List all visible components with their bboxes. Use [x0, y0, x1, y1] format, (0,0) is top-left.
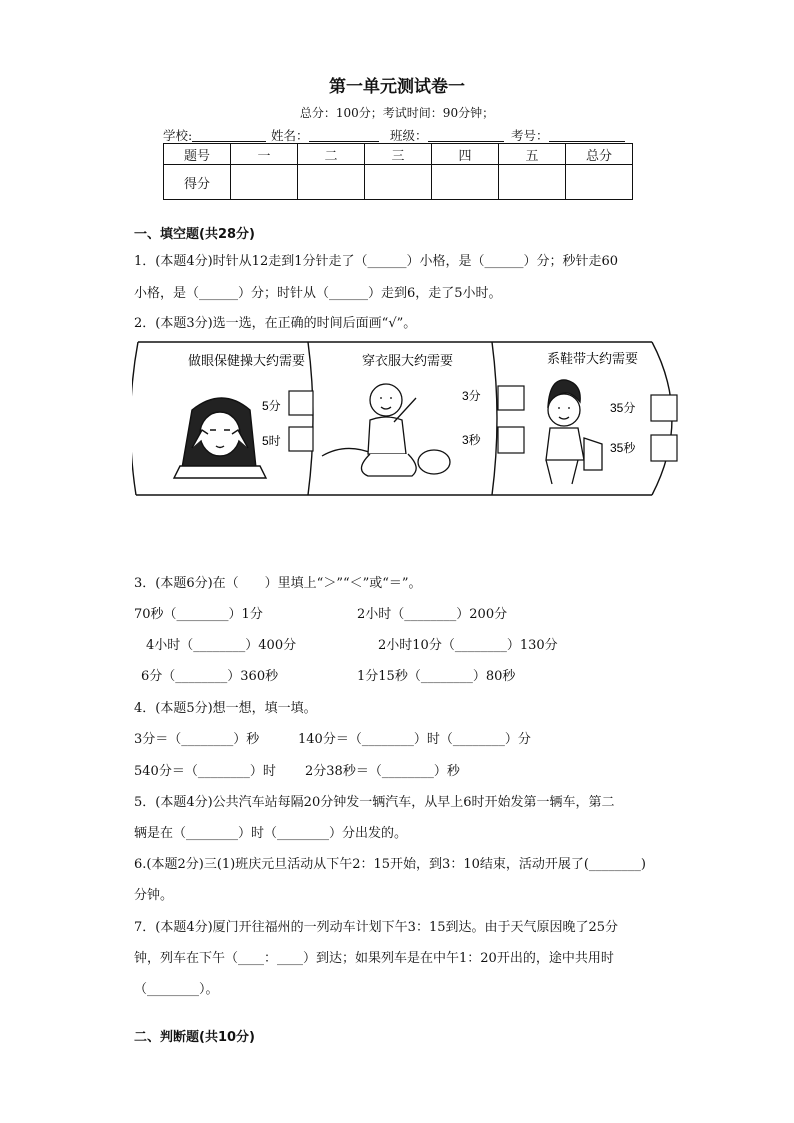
name-label: 姓名： [271, 128, 309, 143]
q2-item-option-1: 5分 [262, 399, 281, 413]
score-cell[interactable] [566, 165, 633, 200]
q2-checkbox[interactable] [651, 435, 677, 461]
q4-row-1-a: 3分＝（________）秒 [134, 732, 260, 747]
tying-shoes-boy-icon [546, 380, 602, 484]
name-blank[interactable] [309, 128, 379, 142]
q4-text: 4．(本题5分)想一想，填一填。 [134, 701, 317, 716]
q2-text: 2．(本题3分)选一选，在正确的时间后面画“√”。 [134, 316, 417, 331]
q1-line-2: 小格，是（______）分；时针从（______）走到6，走了5小时。 [134, 286, 502, 301]
number-blank[interactable] [549, 128, 625, 142]
q2-checkbox[interactable] [498, 427, 524, 453]
number-label: 考号： [511, 128, 549, 143]
exam-meta: 总分：100分；考试时间：90分钟； [299, 106, 495, 120]
q4-row-1-b: 140分＝（________）时（________）分 [298, 732, 531, 747]
score-cell[interactable] [432, 165, 499, 200]
class-label: 班级： [390, 128, 428, 143]
q2-item-option-2: 3秒 [462, 433, 481, 447]
school-label: 学校: [163, 128, 193, 143]
q1-line-1: 1．(本题4分)时针从12走到1分针走了（______）小格，是（______）分；秒针走60 [134, 254, 619, 269]
dressing-boy-icon [322, 384, 450, 476]
class-blank[interactable] [428, 128, 504, 142]
class-field [390, 126, 504, 144]
page-title: 第一单元测试卷一 [329, 77, 465, 97]
q3-row-3-b: 1分15秒（________）80秒 [357, 669, 516, 684]
q3-row-1-b: 2小时（________）200分 [357, 607, 508, 622]
q2-item-option-2: 5时 [262, 434, 281, 448]
q6-line-1: 6.(本题2分)三(1)班庆元旦活动从下午2：15开始，到3：10结束，活动开展了(________) [134, 857, 647, 872]
q7-line-3: （________）。 [134, 982, 219, 997]
section-1-heading: 一、填空题(共28分) [134, 227, 255, 242]
q2-item-option-1: 35分 [610, 401, 636, 415]
score-table-header-cell: 三 [365, 144, 432, 165]
school-blank[interactable] [192, 128, 266, 142]
name-field [271, 126, 379, 144]
q3-text: 3．(本题6分)在（ ）里填上“＞”“＜”或“＝”。 [134, 576, 422, 591]
q6-line-2: 分钟。 [134, 888, 174, 903]
q4-row-2-a: 540分＝（________）时 [134, 764, 276, 779]
score-table-score-row [164, 165, 633, 200]
q4-row-2-b: 2分38秒＝（________）秒 [305, 764, 460, 779]
section-2-heading: 二、判断题(共10分) [134, 1030, 255, 1045]
q7-line-1: 7．(本题4分)厦门开往福州的一列动车计划下午3：15到达。由于天气原因晚了25分 [134, 920, 619, 935]
q2-checkbox[interactable] [498, 386, 524, 410]
score-table-header-cell: 题号 [164, 144, 231, 165]
score-table-header-cell: 五 [499, 144, 566, 165]
q2-checkbox[interactable] [651, 395, 677, 421]
q2-item-caption: 做眼保健操大约需要 [188, 353, 306, 368]
q2-item-caption: 穿衣服大约需要 [362, 353, 454, 368]
q7-line-2: 钟，列车在下午（____：____）到达；如果列车是在中午1：20开出的，途中共用时 [134, 951, 614, 966]
time-choice-illustration [132, 338, 688, 504]
q2-item-option-1: 3分 [462, 389, 481, 403]
q3-row-2-b: 2小时10分（________）130分 [378, 638, 558, 653]
score-cell[interactable] [499, 165, 566, 200]
q5-line-2: 辆是在（________）时（________）分出发的。 [134, 826, 408, 841]
eye-exercise-girl-icon [174, 398, 266, 478]
score-table [163, 143, 633, 200]
score-cell[interactable] [298, 165, 365, 200]
score-table-header-cell: 一 [231, 144, 298, 165]
q3-row-2-a: 4小时（________）400分 [146, 638, 297, 653]
score-table-header-cell: 二 [298, 144, 365, 165]
q3-row-1-a: 70秒（________）1分 [134, 607, 263, 622]
q2-item-caption: 系鞋带大约需要 [547, 351, 639, 366]
q5-line-1: 5．(本题4分)公共汽车站每隔20分钟发一辆汽车，从早上6时开始发第一辆车，第二 [134, 795, 615, 810]
q2-item-option-2: 35秒 [610, 441, 636, 455]
score-table-header-row [164, 144, 633, 165]
number-field [511, 126, 625, 144]
school-field [163, 126, 266, 144]
q2-checkbox[interactable] [289, 391, 313, 415]
score-table-header-cell: 四 [432, 144, 499, 165]
q2-checkbox[interactable] [289, 427, 313, 451]
score-cell[interactable] [365, 165, 432, 200]
score-cell[interactable] [231, 165, 298, 200]
q3-row-3-a: 6分（________）360秒 [141, 669, 279, 684]
score-label-cell: 得分 [164, 165, 231, 200]
score-table-header-cell: 总分 [566, 144, 633, 165]
